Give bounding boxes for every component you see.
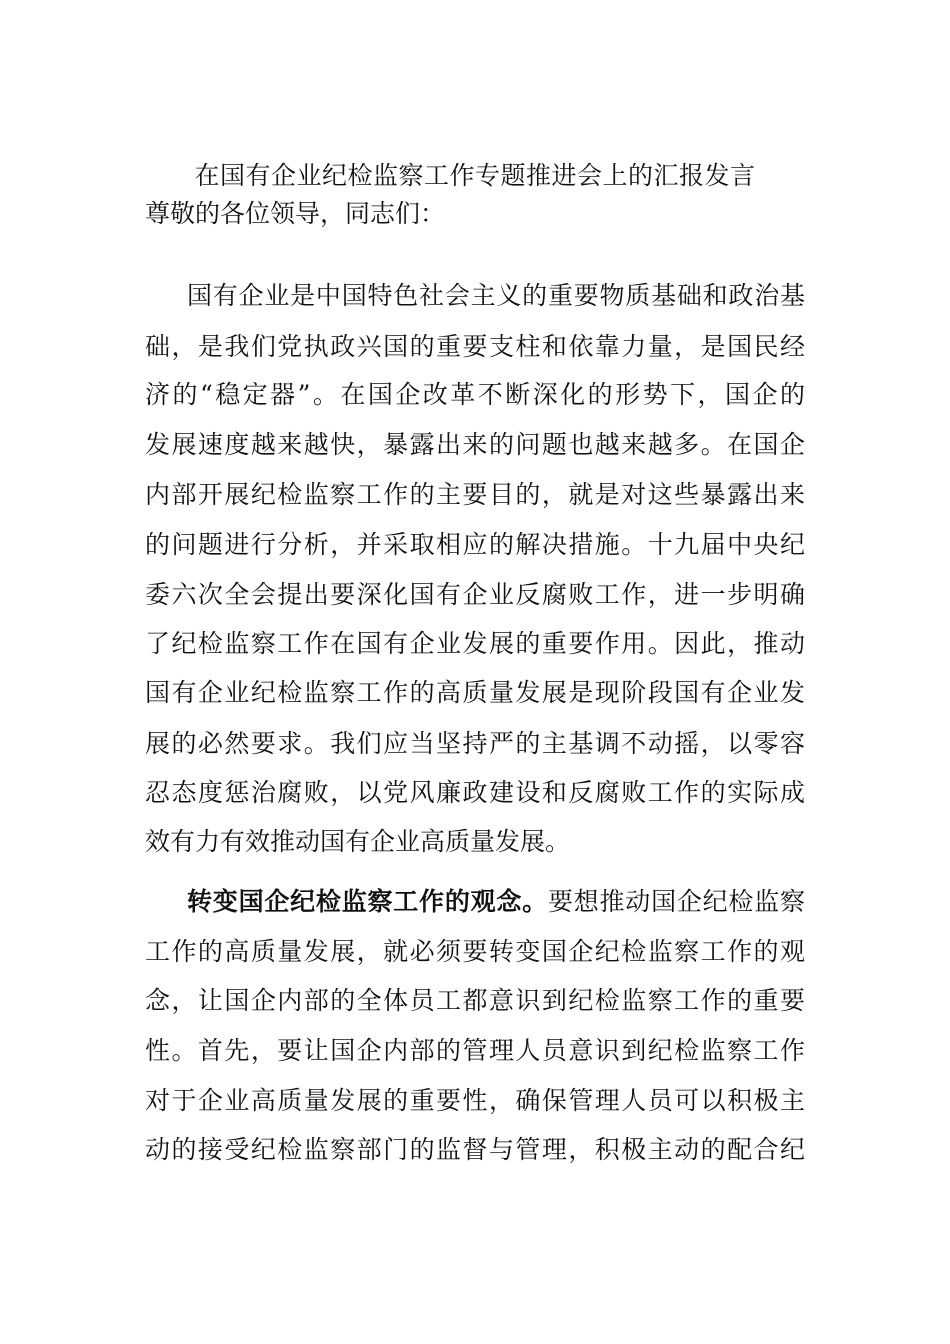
document-title: 在国有企业纪检监察工作专题推进会上的汇报发言 <box>194 161 756 190</box>
paragraph2-line: 念，让国企内部的全体员工都意识到纪检监察工作的重要 <box>145 986 805 1015</box>
paragraph1-line: 委六次全会提出要深化国有企业反腐败工作，进一步明确 <box>145 580 805 609</box>
paragraph1-line: 济的“稳定器”。在国企改革不断深化的形势下，国企的 <box>145 380 805 409</box>
paragraph2-line: 对于企业高质量发展的重要性，确保管理人员可以积极主 <box>145 1086 805 1115</box>
paragraph1-line: 发展速度越来越快，暴露出来的问题也越来越多。在国企 <box>145 430 805 459</box>
paragraph1-line: 忍态度惩治腐败，以党风廉政建设和反腐败工作的实际成 <box>145 778 805 807</box>
paragraph1-line: 效有力有效推动国有企业高质量发展。 <box>145 827 571 856</box>
paragraph1-line: 展的必然要求。我们应当坚持严的主基调不动摇，以零容 <box>145 729 805 758</box>
paragraph1-line: 础，是我们党执政兴国的重要支柱和依靠力量，是国民经 <box>145 332 805 361</box>
paragraph2-first-line <box>187 882 805 922</box>
paragraph1-line: 的问题进行分析，并采取相应的解决措施。十九届中央纪 <box>145 530 805 559</box>
paragraph1-line: 内部开展纪检监察工作的主要目的，就是对这些暴露出来 <box>145 480 805 509</box>
paragraph2-line: 性。首先，要让国企内部的管理人员意识到纪检监察工作 <box>145 1036 805 1065</box>
paragraph1-line: 了纪检监察工作在国有企业发展的重要作用。因此，推动 <box>145 629 805 658</box>
salutation: 尊敬的各位领导，同志们： <box>145 199 446 228</box>
paragraph2-first-line-text: 要想推动国企纪检监察 <box>547 887 805 916</box>
paragraph2-line: 动的接受纪检监察部门的监督与管理，积极主动的配合纪 <box>145 1135 805 1164</box>
paragraph2-line: 工作的高质量发展，就必须要转变国企纪检监察工作的观 <box>145 937 805 966</box>
paragraph1-line: 国有企业纪检监察工作的高质量发展是现阶段国有企业发 <box>145 678 805 707</box>
paragraph1-line: 国有企业是中国特色社会主义的重要物质基础和政治基 <box>187 281 805 310</box>
paragraph2-heading: 转变国企纪检监察工作的观念。 <box>187 887 548 916</box>
